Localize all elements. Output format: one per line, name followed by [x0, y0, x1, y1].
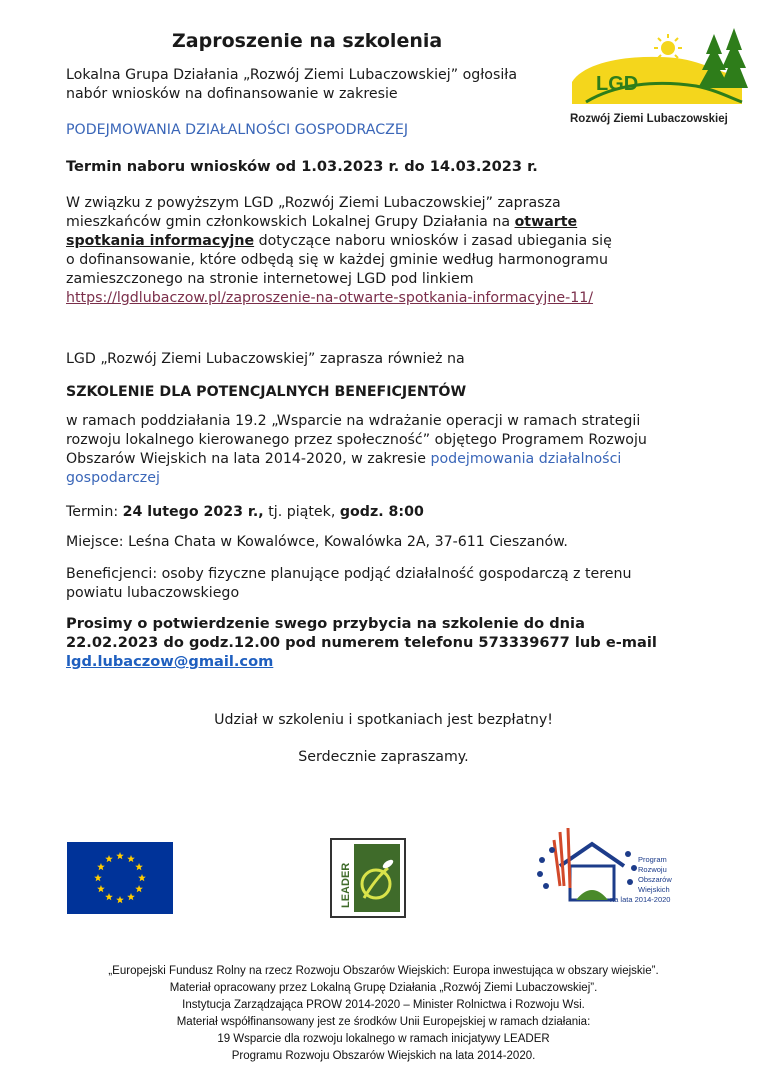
- beneficiaries-line-2: powiatu lubaczowskiego: [66, 585, 240, 601]
- eu-flag-logo: [67, 842, 173, 914]
- closing-greeting: Serdecznie zapraszamy.: [298, 749, 469, 765]
- footer-line-5: 19 Wsparcie dla rozwoju lokalnego w ramach inicjatywy LEADER: [217, 1033, 550, 1045]
- prow-line-3: Obszarów: [638, 875, 672, 884]
- training-desc-3-text: Obszarów Wiejskich na lata 2014-2020, w zakresie: [66, 451, 431, 467]
- meetings-line-3-text: dotyczące naboru wniosków i zasad ubiegania się: [254, 233, 612, 249]
- footer-line-2: Materiał opracowany przez Lokalną Grupę Działania „Rozwój Ziemi Lubaczowskiej”.: [169, 982, 598, 994]
- training-place: Miejsce: Leśna Chata w Kowalówce, Kowalówka 2A, 37-611 Cieszanów.: [66, 534, 568, 550]
- lgd-logo-caption: Rozwój Ziemi Lubaczowskiej: [570, 113, 728, 125]
- confirm-line-2: 22.02.2023 do godz.12.00 pod numerem telefonu 573339677 lub e-mail: [66, 634, 657, 651]
- meetings-highlight-1: otwarte: [514, 214, 578, 230]
- contact-email-link[interactable]: lgd.lubaczow@gmail.com: [66, 653, 274, 670]
- leader-logo-text: LEADER: [340, 862, 352, 908]
- meetings-highlight-2: spotkania informacyjne: [66, 233, 255, 249]
- intro-line-1: Lokalna Grupa Działania „Rozwój Ziemi Lubaczowskiej” ogłosiła: [66, 67, 518, 83]
- term-day: tj. piątek,: [263, 504, 340, 520]
- footer-line-6: Programu Rozwoju Obszarów Wiejskich na lata 2014-2020.: [231, 1050, 536, 1062]
- training-heading: SZKOLENIE DLA POTENCJALNYCH BENEFICJENTÓW: [66, 384, 467, 400]
- meetings-line-2-text: mieszkańców gmin członkowskich Lokalnej Grupy Działania na: [66, 214, 515, 230]
- lgd-logo: [566, 24, 748, 128]
- training-invite: LGD „Rozwój Ziemi Lubaczowskiej” zaprasza również na: [66, 351, 465, 367]
- training-desc-2: rozwoju lokalnego kierowanego przez społeczność” objętego Programem Rozwoju: [66, 432, 647, 448]
- meetings-line-1: W związku z powyższym LGD „Rozwój Ziemi Lubaczowskiej” zaprasza: [66, 195, 561, 211]
- prow-line-4: Wiejskich: [638, 885, 670, 894]
- leader-logo: [330, 838, 406, 918]
- term-label: Termin:: [66, 504, 123, 520]
- beneficiaries-line-1: Beneficjenci: osoby fizyczne planujące podjąć działalność gospodarczą z terenu: [66, 566, 632, 582]
- prow-line-5: na lata 2014-2020: [610, 895, 671, 904]
- training-desc-3: [66, 450, 621, 469]
- intro-line-2: nabór wniosków na dofinansowanie w zakresie: [66, 86, 398, 102]
- confirm-line-1: Prosimy o potwierdzenie swego przybycia na szkolenie do dnia: [66, 615, 585, 632]
- prow-line-2: Rozwoju: [638, 865, 667, 874]
- term-time: godz. 8:00: [339, 504, 424, 520]
- recruitment-deadline: Termin naboru wniosków od 1.03.2023 r. do 14.03.2023 r.: [66, 158, 538, 175]
- meetings-line-4: o dofinansowanie, które odbędą się w każdej gminie według harmonogramu: [66, 252, 608, 268]
- meetings-line-5: zamieszczonego na stronie internetowej LGD pod linkiem: [66, 271, 474, 287]
- prow-line-1: Program: [638, 855, 667, 864]
- term-date: 24 lutego 2023 r.,: [122, 504, 264, 520]
- training-term: [66, 503, 424, 522]
- intro-scope: PODEJMOWANIA DZIAŁALNOŚCI GOSPODRACZEJ: [66, 122, 409, 138]
- page-title: Zaproszenie na szkolenia: [172, 30, 443, 52]
- prow-logo: [530, 826, 680, 922]
- lgd-logo-text: LGD: [596, 73, 639, 95]
- meetings-line-3: [66, 232, 612, 251]
- footer-line-4: Materiał współfinansowany jest ze środków Unii Europejskiej w ramach działania:: [176, 1016, 591, 1028]
- training-scope-highlight: podejmowania działalności: [430, 451, 622, 467]
- training-desc-4: gospodarczej: [66, 470, 160, 486]
- training-desc-1: w ramach poddziałania 19.2 „Wsparcie na wdrażanie operacji w ramach strategii: [66, 413, 641, 429]
- footer-line-3: Instytucja Zarządzająca PROW 2014-2020 – Minister Rolnictwa i Rozwoju Wsi.: [182, 999, 585, 1011]
- meetings-line-2: [66, 213, 577, 232]
- free-participation-note: Udział w szkoleniu i spotkaniach jest bezpłatny!: [214, 712, 553, 728]
- footer-line-1: „Europejski Fundusz Rolny na rzecz Rozwoju Obszarów Wiejskich: Europa inwestująca w obszary wiejskie”.: [108, 965, 659, 977]
- meetings-link[interactable]: https://lgdlubaczow.pl/zaproszenie-na-otwarte-spotkania-informacyjne-11/: [66, 290, 594, 306]
